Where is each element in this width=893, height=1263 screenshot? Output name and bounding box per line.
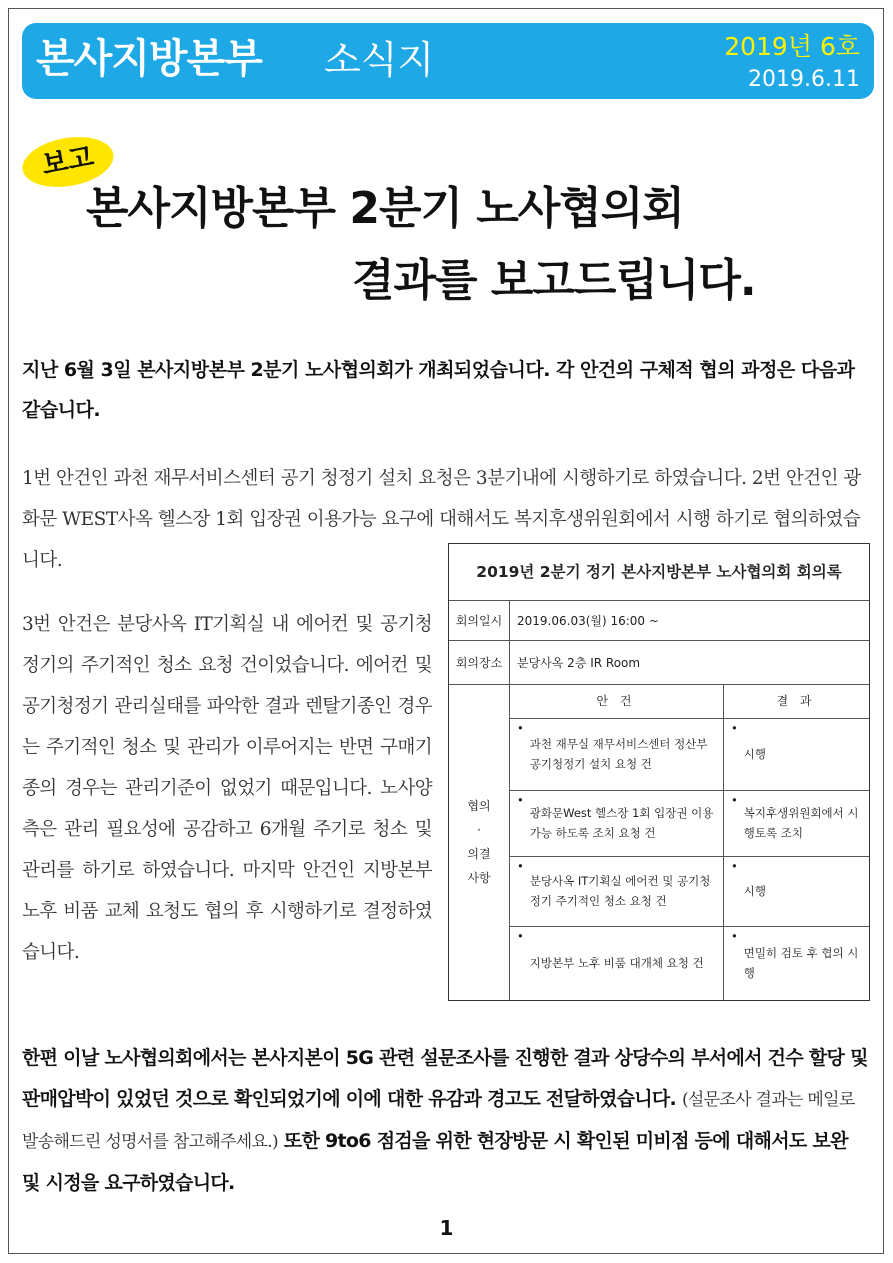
newsletter-title: 본사지방본부 [36,36,262,82]
result-cell: • 복지후생위원회에서 시행토록 조치 [731,793,859,840]
result-cell: • 면밀히 검토 후 협의 시행 [731,929,859,980]
table-row [509,926,869,1000]
body-paragraph-1: 1번 안건인 과천 재무서비스센터 공기 청정기 설치 요청은 3분기내에 시행하기로 하였습니다. 2번 안건인 광화문 WEST사옥 헬스장 1회 입장권 이용가능 요구에 대해서도 복지후생위원회에서 시행 하기로 협의하였습니다. [22,468,861,571]
result-cell: • 시행 [731,721,767,761]
lead-paragraph: 지난 6월 3일 본사지방본부 2분기 노사협의회가 개최되었습니다. 각 안건의 구체적 협의 과정은 다음과 같습니다. [22,359,855,421]
decision-items-label [449,684,510,1000]
closing-part-1: 한편 이날 노사협의회에서는 본사지본이 5G 관련 설문조사를 진행한 결과 상당수의 부서에서 건수 할당 및 판매압박이 있었던 것으로 확인되었기에 이에 대한 유감과 경고도 전달하였습니다. [22,1047,868,1110]
side-label-4: 사항 [467,871,491,885]
page-number: 1 [439,1216,454,1240]
issue-number: 2019년 6호 [724,32,860,61]
result-column-header: 결 과 [723,684,869,719]
meeting-minutes-table [448,543,870,1001]
closing-note: (설문조사 결과는 메일로 발송해드린 성명서를 참고해주세요.) [22,1090,855,1152]
result-cell: • 시행 [731,859,767,898]
closing-paragraph [22,1038,870,1204]
headline-line-2: 결과를 보고드립니다. [352,255,756,306]
minutes-title: 2019년 2분기 정기 본사지방본부 노사협의회 회의록 [449,544,869,601]
date-label: 회의일시 [449,600,510,640]
closing-part-2: 또한 9to6 점검을 위한 현장방문 시 확인된 미비점 등에 대해서도 보완 및 시정을 요구하였습니다. [22,1130,848,1194]
newsletter-header [22,23,874,99]
agenda-cell: • 지방본부 노후 비품 대개체 요청 건 [517,929,704,970]
side-label-2: · [477,823,481,837]
place-label: 회의장소 [449,640,510,684]
date-value: 2019.06.03(월) 16:00 ~ [517,613,659,628]
place-value: 분당사옥 2층 IR Room [517,655,641,670]
table-row [509,718,869,791]
issue-date: 2019.6.11 [748,67,860,92]
report-badge: 보고 [19,130,118,193]
side-label-1: 협의 [467,799,491,813]
side-label-3: 의결 [467,847,491,861]
newsletter-subtitle: 소식지 [324,38,435,82]
agenda-column-header: 안 건 [509,684,723,719]
table-row [509,856,869,927]
headline-line-1: 본사지방본부 2분기 노사협의회 [86,183,684,234]
agenda-cell: • 과천 재무실 재무서비스센터 정산부 공기청정기 설치 요청 건 [517,721,708,771]
agenda-cell: • 광화문West 헬스장 1회 입장권 이용가능 하도록 조치 요청 건 [517,793,714,840]
minutes-place-row [449,640,869,685]
minutes-date-row [449,600,869,641]
body-paragraph-2: 3번 안건은 분당사옥 IT기획실 내 에어컨 및 공기청정기의 주기적인 청소 요청 건이었습니다. 에어컨 및 공기청정기 관리실태를 파악한 결과 렌탈기종인 경우는 주기적인 청소 및 관리가 이루어지는 반면 구매기종의 경우는 관리기준이 없었기 때문입니다. 노사양측은 관리 필요성에 공감하고 6개월 주기로 청소 및 관리를 하기로 하였습니다. 마지막 안건인 지방본부 노후 비품 교체 요청도 협의 후 시행하기로 결정하였습니다. [22,614,432,963]
agenda-cell: • 분당사옥 IT기획실 에어컨 및 공기청정기 주기적인 청소 요청 건 [517,859,711,908]
table-row [509,790,869,857]
